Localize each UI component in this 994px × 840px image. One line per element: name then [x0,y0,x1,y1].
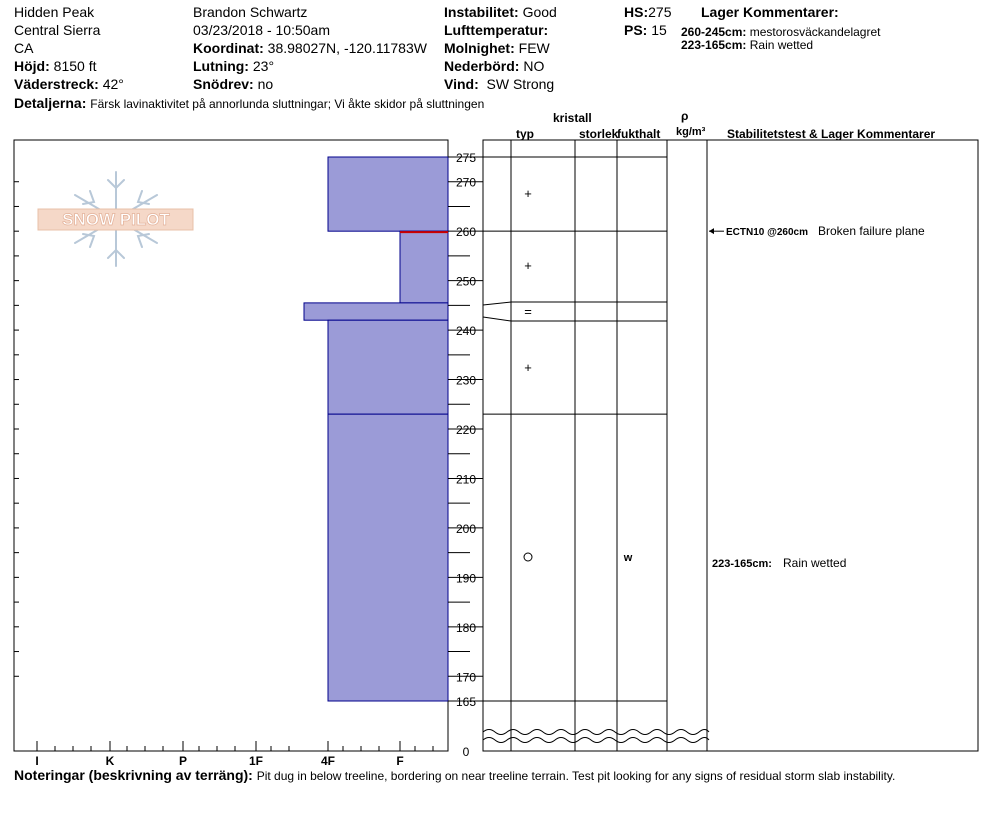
wind-label: Vind: [444,76,479,92]
hardness-tick-label: I [35,754,39,768]
depth-tick-label: 190 [455,571,477,586]
details-text: Färsk lavinaktivitet på annorlunda sluttningar; Vi åkte skidor på sluttningen [90,97,485,111]
notes-text: Pit dug in below treeline, bordering on near treeline terrain. Test pit looking for any signs of residual storm slab instability. [256,769,896,783]
stability-tests [709,224,925,570]
layer-comment-1-range: 260-245cm: [681,25,747,39]
instability-value: Good [522,4,557,20]
state: CA [14,40,34,56]
depth-tick-label: 200 [455,521,477,536]
datetime: 03/23/2018 - 10:50am [193,22,330,38]
wind-value: SW Strong [486,76,555,92]
precip-label: Nederbörd: [444,58,520,74]
moisture-symbol-5: w [623,552,633,564]
hardness-axis [35,741,433,768]
layer-comment-2-range: 223-165cm: [681,38,747,52]
sky-value: FEW [518,40,550,56]
coord-label: Koordinat: [193,40,264,56]
slope-label: Lutning: [193,58,249,74]
grain-symbol-3: = [524,304,532,319]
col-crystal: kristall [553,111,592,125]
layer-note-text-1: Rain wetted [783,556,847,570]
test-text-1: Broken failure plane [818,224,925,239]
layer-note-range-1: 223-165cm: [712,558,772,570]
test-code-1: ECTN10 @260cm [726,227,809,239]
hs-label: HS: [624,4,649,20]
depth-tick-label: 220 [455,423,477,437]
instability-label: Instabilitet: [444,4,519,20]
depth-tick-label: 210 [455,472,477,487]
ps-label: PS: [624,22,648,38]
depth-tick-label: 180 [455,620,477,635]
aspect-label: Väderstreck: [14,76,99,92]
grain-symbol-4: + [524,360,532,375]
layer-bar-1 [328,157,448,231]
depth-tick-label: 260 [455,225,477,240]
break-wave [483,738,709,743]
ps-value: 15 [651,22,667,38]
notes-label: Noteringar (beskrivning av terräng): [14,767,253,783]
col-type: typ [516,127,534,141]
hardness-tick-label: F [396,754,404,768]
coord-value: 38.98027N, -120.11783W [267,40,427,56]
air-temp-label: Lufttemperatur: [444,22,549,38]
depth-axis [448,151,483,759]
col-rho: ρ [681,109,689,123]
depth-tick-label: 170 [455,670,477,685]
observer: Brandon Schwartz [193,4,308,20]
elevation-value: 8150 ft [53,58,97,74]
axis-break [483,730,709,743]
grain-symbol-1: + [524,186,532,201]
hardness-tick-label: P [178,754,188,768]
depth-tick-label: 270 [455,175,477,190]
layer-comment-1-text: mestorosväckandelagret [749,25,881,39]
test-arrowhead-1 [709,228,714,234]
depth-tick-label: 165 [455,695,477,709]
col-moisture: fukthalt [617,127,661,141]
notes-row [14,767,895,784]
elevation-label: Höjd: [14,58,50,74]
grain-symbol-5 [524,553,532,561]
layer-comment-2-text: Rain wetted [749,38,814,52]
left-ticks [14,182,19,677]
logo-text: SNOW PILOT [62,210,170,229]
col-size: storlek [579,127,619,141]
range: Central Sierra [14,22,101,38]
break-wave [483,730,709,735]
layer-bar-2 [400,231,448,303]
hardness-tick-label: K [105,754,115,768]
details-label: Detaljerna: [14,95,87,111]
depth-tick-label: 230 [455,373,477,388]
location: Hidden Peak [14,4,95,20]
layer-comments-title: Lager Kommentarer: [701,4,839,20]
wind-load-label: Snödrev: [193,76,254,92]
hs-value: 275 [648,4,672,20]
hardness-tick-label: 4F [320,754,336,768]
depth-tick-label: 275 [455,151,477,165]
depth-tick-label: 0 [462,745,470,759]
layer-bar-4 [328,320,448,414]
layer-bar-5 [328,414,448,701]
col-stability: Stabilitetstest & Lager Kommentarer [727,127,936,141]
layer-bar-3 [304,303,448,320]
aspect-value: 42° [102,76,124,92]
precip-value: NO [523,58,545,74]
logo [38,172,193,266]
hardness-tick-label: 1F [248,754,264,768]
grain-symbol-2: + [524,258,532,273]
slope-value: 23° [252,58,275,74]
layer-bars [304,157,448,701]
wind-load-value: no [257,76,274,92]
depth-tick-label: 250 [455,274,477,289]
sky-label: Molnighet: [444,40,515,56]
col-density-unit: kg/m³ [676,126,706,138]
depth-tick-label: 240 [455,324,477,339]
